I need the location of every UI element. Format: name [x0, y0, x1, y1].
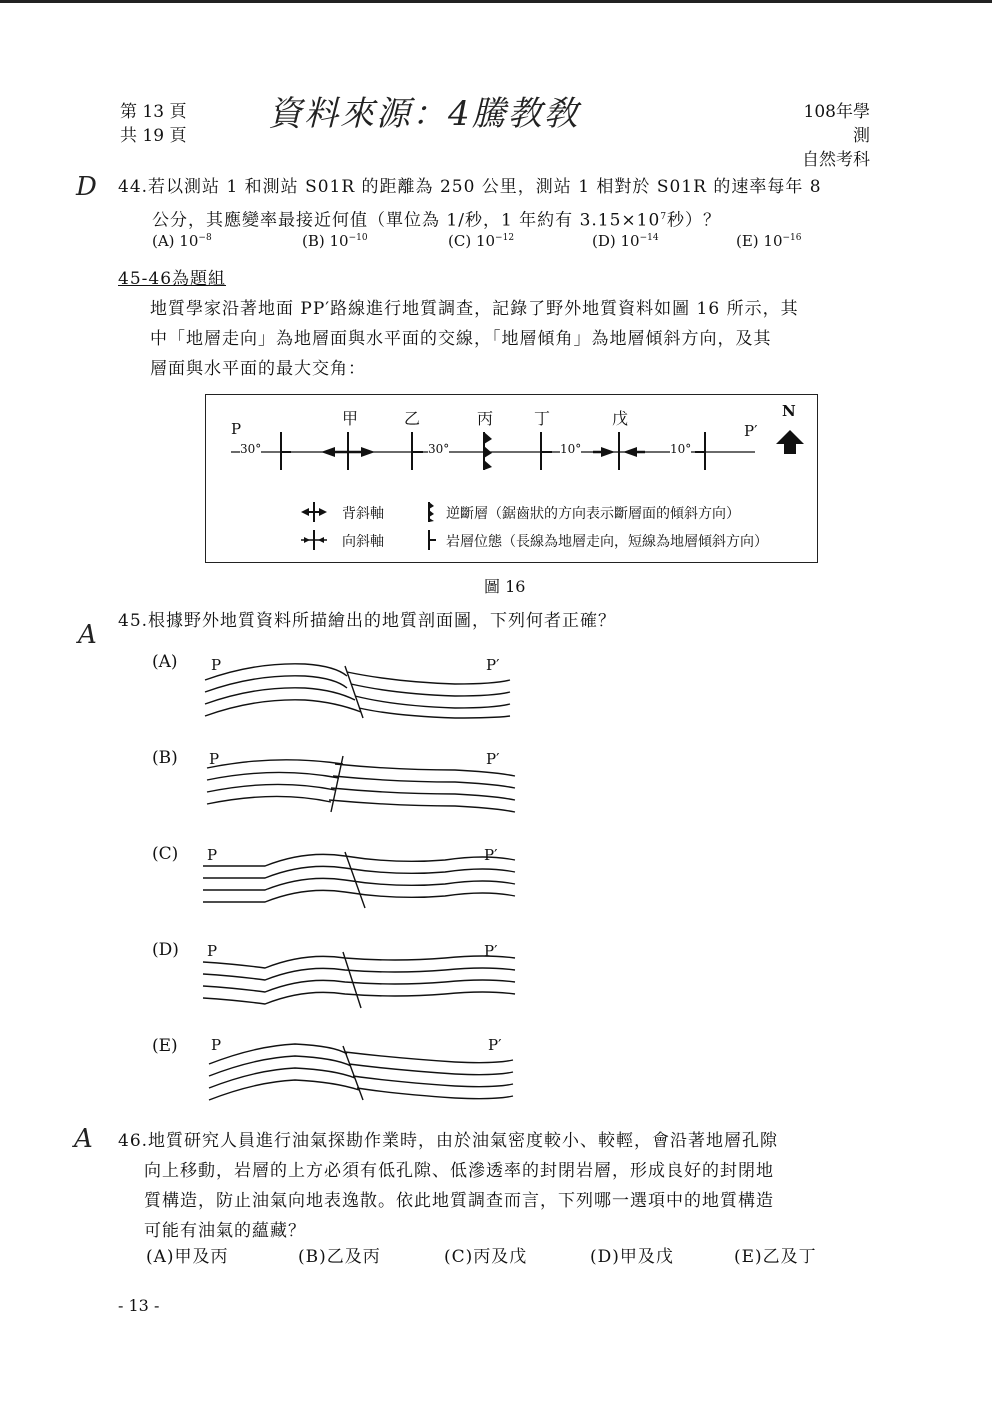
profile-a-p: P: [211, 656, 222, 674]
profile-a-p-prime: P′: [486, 656, 500, 674]
station-ding: 丁: [534, 409, 551, 428]
top-border-line: [0, 0, 992, 3]
legend-attitude: 岩層位態（長線為地層走向，短線為地層傾斜方向）: [446, 534, 768, 550]
profile-c-drawing: [195, 842, 525, 917]
profile-e-drawing: [195, 1034, 525, 1109]
profile-e-p: P: [211, 1036, 222, 1054]
q45-option-b[interactable]: (B): [152, 748, 178, 768]
profile-a-drawing: [195, 650, 525, 725]
figure-16-caption: 圖 16: [484, 577, 526, 596]
q46-option-b[interactable]: (B)乙及丙: [298, 1247, 381, 1267]
profile-c-p-prime: P′: [484, 846, 498, 864]
page-number: 第 13 頁 共 19 頁: [120, 102, 187, 146]
option-c[interactable]: (C) $10^{-12}$: [448, 232, 515, 250]
legend-thrust-fault: 逆斷層（鋸齒狀的方向表示斷層面的傾斜方向）: [446, 506, 740, 522]
option-a[interactable]: (A) $10^{-8}$: [152, 232, 212, 250]
profile-d-p-prime: P′: [484, 942, 498, 960]
q46-option-a[interactable]: (A)甲及丙: [146, 1247, 229, 1267]
profile-e-p-prime: P′: [488, 1036, 502, 1054]
profile-c-p: P: [207, 846, 218, 864]
question-44-options: [152, 232, 872, 258]
option-e[interactable]: (E) $10^{-16}$: [736, 232, 802, 250]
exam-title: 108年學測 自然考科: [802, 102, 870, 170]
station-yi: 乙: [404, 409, 421, 428]
question-46: 46.地質研究人員進行油氣探勘作業時，由於油氣密度較小、較輕，會沿著地層孔隙 向上移動，岩層的上方必須有低孔隙、低滲透率的封閉岩層，形成良好的封閉地 質構造，防止油氣向地表逸散。依此地質調查而言，下列哪一選項中的地質構造 可能有油氣的蘊藏？: [118, 1131, 779, 1241]
question-44: 44.若以測站 1 和測站 S01R 的距離為 250 公里，測站 1 相對於 S01R 的速率每年 8 公分，其應變率最接近何值（單位為 1/秒，1 年約有 $3.15\times 10^7$秒）？: [118, 177, 822, 231]
dip-angle-2: 30°: [428, 442, 450, 456]
handwritten-answer-44: D: [76, 172, 97, 202]
legend-syncline: 向斜軸: [342, 534, 384, 550]
handwritten-answer-46: A: [74, 1124, 93, 1154]
station-bing: 丙: [477, 409, 494, 428]
q45-option-e[interactable]: (E): [152, 1036, 178, 1056]
q45-option-c[interactable]: (C): [152, 844, 179, 864]
dip-angle-4: 10°: [670, 442, 692, 456]
profile-b-drawing: [195, 746, 525, 821]
north-label: N: [782, 402, 796, 420]
group-title: 45-46為題組: [118, 269, 227, 289]
handwritten-answer-45: A: [78, 620, 97, 650]
profile-d-drawing: [195, 938, 525, 1013]
profile-b-p: P: [209, 750, 220, 768]
fig16-label-p: P: [231, 420, 242, 438]
q45-option-a[interactable]: (A): [152, 652, 178, 672]
q46-option-c[interactable]: (C)丙及戊: [444, 1247, 528, 1267]
fig16-label-p-prime: P′: [744, 422, 758, 440]
handwritten-source-note: 資料來源：4騰教敎: [268, 94, 580, 134]
question-46-options: [146, 1242, 866, 1272]
q46-option-e[interactable]: (E)乙及丁: [734, 1247, 817, 1267]
dip-angle-3: 10°: [560, 442, 582, 456]
dip-angle-1: 30°: [240, 442, 262, 456]
profile-d-p: P: [207, 942, 218, 960]
option-d[interactable]: (D) $10^{-14}$: [592, 232, 659, 250]
question-45: 45.根據野外地質資料所描繪出的地質剖面圖，下列何者正確？: [118, 611, 617, 631]
q46-option-d[interactable]: (D)甲及戊: [590, 1247, 674, 1267]
footer-page-number: - 13 -: [118, 1296, 160, 1315]
q45-option-d[interactable]: (D): [152, 940, 179, 960]
legend-anticline: 背斜軸: [342, 506, 384, 522]
group-intro: 地質學家沿著地面 PP′路線進行地質調查，記錄了野外地質資料如圖 16 所示，其 中「地層走向」為地層面與水平面的交線，「地層傾角」為地層傾斜方向，及其 層面與水平面的最大交角：: [150, 299, 799, 379]
station-wu: 戊: [612, 409, 629, 428]
station-jia: 甲: [342, 409, 359, 428]
option-b[interactable]: (B) $10^{-10}$: [302, 232, 368, 250]
profile-b-p-prime: P′: [486, 750, 500, 768]
